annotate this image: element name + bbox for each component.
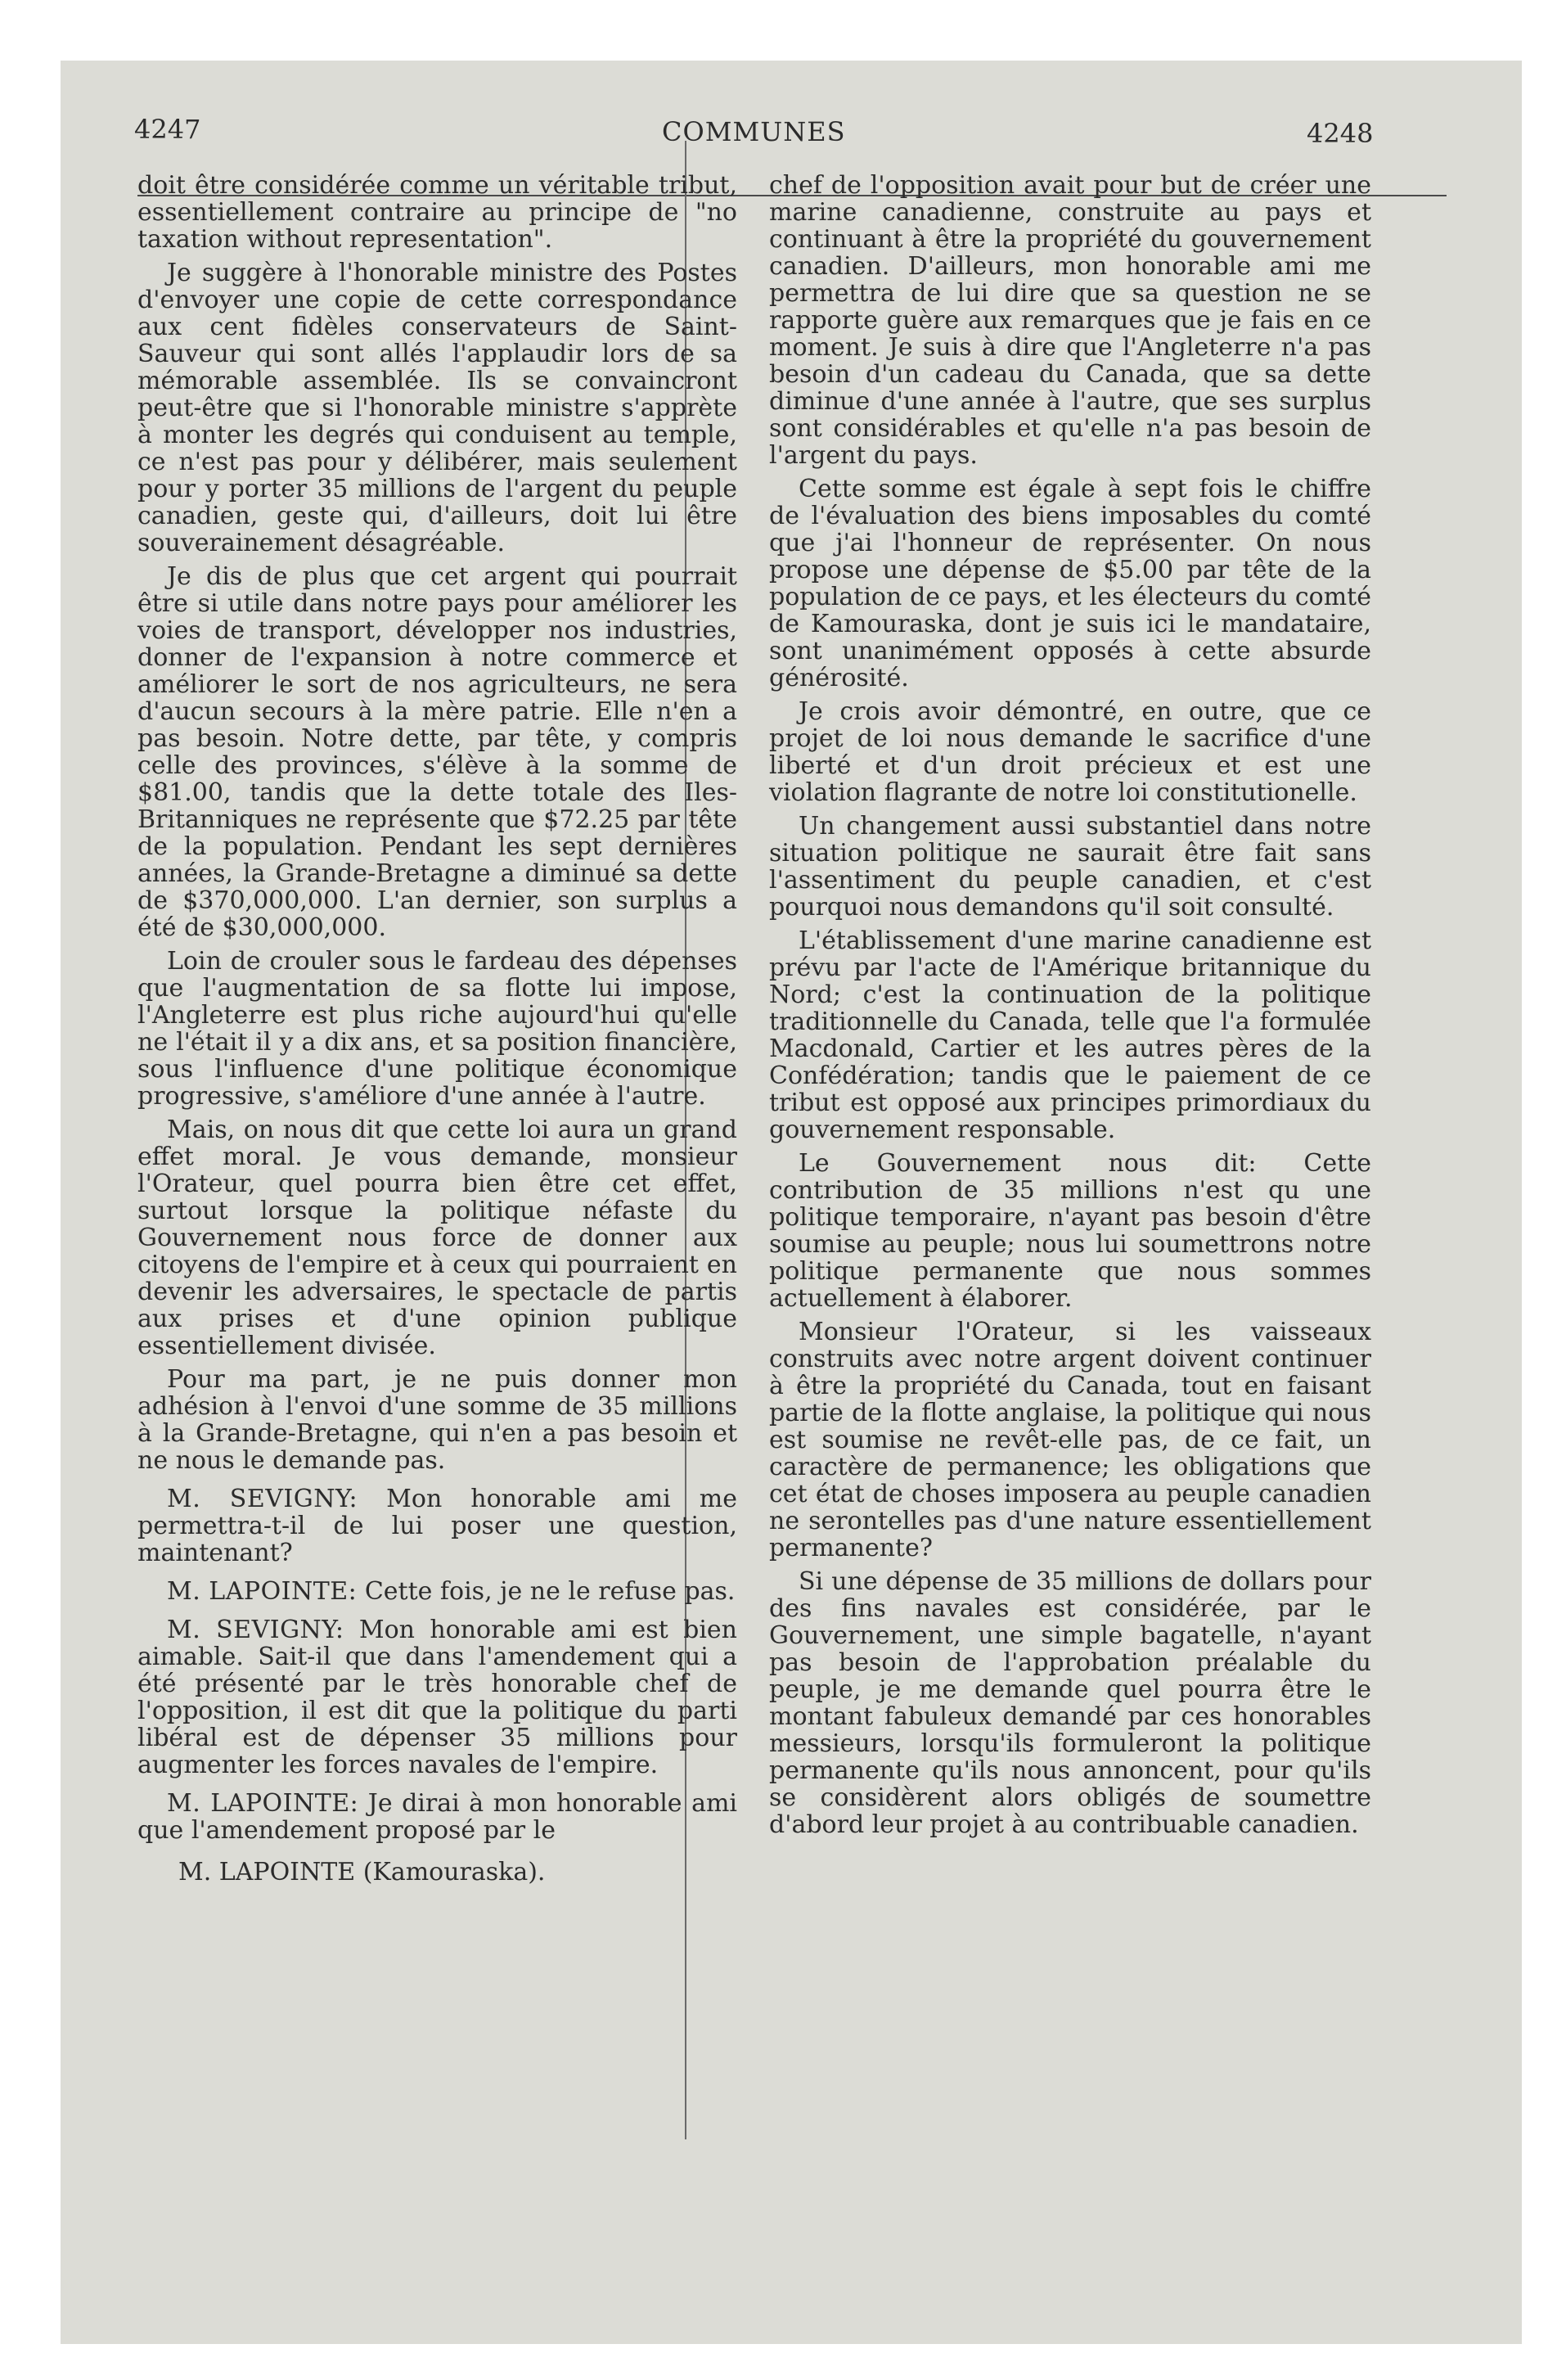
paragraph-text: Le Gouvernement nous dit: Cette contribution de 35 millions n'est qu une politique temporaire, n'ayant pas besoin d'être soumise au peuple; nous lui soumettrons notre politique permanente que nous sommes actuellement à élaborer. [769, 1149, 1371, 1313]
page-number-left: 4247 [134, 114, 201, 145]
paragraph [769, 1568, 1371, 1838]
paragraph-text: chef de l'opposition avait pour but de créer une marine canadienne, construite au pays et continuant à être la propriété du gouvernement canadien. D'ailleurs, mon honorable ami me permettra de lui dire que sa question ne se rapporte guère aux remarques que je fais en ce moment. Je suis à dire que l'Angleterre n'a pas besoin d'un cadeau du Canada, que sa dette diminue d'une année à l'autre, que ses surplus sont considérables et qu'elle n'a pas besoin de l'argent du pays. [769, 171, 1371, 470]
paragraph [769, 1318, 1371, 1562]
paragraph-text: Monsieur l'Orateur, si les vaisseaux construits avec notre argent doivent continuer à être la propriété du Canada, tout en faisant partie de la flotte anglaise, la politique qui nous est soumise ne revêt-elle pas, de ce fait, un caractère de permanence; les obligations que cet état de choses imposera au peuple canadien ne serontelles pas d'une nature essentiellement permanente? [769, 1318, 1371, 1562]
paragraph-text: Un changement aussi substantiel dans notre situation politique ne saurait être fait sans l'assentiment du peuple canadien, et c'est pourquoi nous demandons qu'il soit consulté. [769, 812, 1371, 922]
paragraph [137, 563, 737, 941]
paragraph-text: Cette somme est égale à sept fois le chiffre de l'évaluation des biens imposables du comté que j'ai l'honneur de représenter. On nous propose une dépense de $5.00 par tête de la population de ce pays, et les électeurs du comté de Kamouraska, dont je suis ici le mandataire, sont unanimément opposés à cette absurde générosité. [769, 475, 1371, 692]
speech-text: Mon honorable ami me permettra-t-il de lui poser une question, maintenant? [137, 1485, 737, 1567]
speech-text: Je dirai à mon honorable ami que l'amendement proposé par le [137, 1789, 737, 1845]
right-column [769, 172, 1371, 1845]
running-title: COMMUNES [662, 116, 846, 147]
speaker-name: M. LAPOINTE: [167, 1789, 359, 1818]
paragraph-text: Mais, on nous dit que cette loi aura un grand effet moral. Je vous demande, monsieur l'Orateur, quel pourra bien être cet effet, surtout lorsque la politique néfaste du Gouvernement nous force de donner aux citoyens de l'empire et à ceux qui pourraient en devenir les adversaires, le spectacle de partis aux prises et d'une opinion publique essentiellement divisée. [137, 1116, 737, 1360]
paragraph-text: Pour ma part, je ne puis donner mon adhésion à l'envoi d'une somme de 35 millions à la Grande-Bretagne, qui n'en a pas besoin et ne nous le demande pas. [137, 1365, 737, 1475]
paragraph [137, 172, 737, 253]
speech-paragraph [137, 1485, 737, 1566]
speaker-name: M. LAPOINTE: [167, 1577, 358, 1606]
paragraph-text: doit être considérée comme un véritable tribut, essentiellement contraire au principe de "no taxation without representation". [137, 171, 737, 254]
paragraph-text: Je suggère à l'honorable ministre des Postes d'envoyer une copie de cette correspondance aux cent fidèles conservateurs de Saint-Sauveur qui sont allés l'applaudir lors de sa mémorable assemblée. Ils se convaincront peut-être que si l'honorable ministre s'apprète à monter les degrés qui conduisent au temple, ce n'est pas pour y délibérer, mais seulement pour y porter 35 millions de l'argent du peuple canadien, geste qui, d'ailleurs, doit lui être souverainement désagréable. [137, 259, 737, 557]
paragraph [137, 259, 737, 557]
paragraph-text: Si une dépense de 35 millions de dollars pour des fins navales est considérée, par le Gouvernement, une simple bagatelle, n'ayant pas besoin de l'approbation préalable du peuple, je me demande quel pourra être le montant fabuleux demandé par ces honorables messieurs, lorsqu'ils formuleront la politique permanente qu'ils nous annoncent, pour qu'ils se considèrent alors obligés de soumettre d'abord leur projet à au contribuable canadien. [769, 1567, 1371, 1839]
paragraph [769, 476, 1371, 692]
paragraph-text: Je dis de plus que cet argent qui pourrait être si utile dans notre pays pour améliorer les voies de transport, développer nos industries, donner de l'expansion à notre commerce et améliorer le sort de nos agriculteurs, ne sera d'aucun secours à la mère patrie. Elle n'en a pas besoin. Notre dette, par tête, y compris celle des provinces, s'élève à la somme de $81.00, tandis que la dette totale des Iles-Britanniques ne représente que $72.25 par tête de la population. Pendant les sept dernières années, la Grande-Bretagne a diminué sa dette de $370,000,000. L'an dernier, son surplus a été de $30,000,000. [137, 562, 737, 942]
speech-text: Cette fois, je ne le refuse pas. [357, 1577, 736, 1606]
paragraph [769, 1150, 1371, 1312]
page-footer: M. LAPOINTE (Kamouraska). [178, 1858, 546, 1886]
paragraph-text: Je crois avoir démontré, en outre, que ce projet de loi nous demande le sacrifice d'une liberté et d'un droit précieux et est une violation flagrante de notre loi constitutionelle. [769, 697, 1371, 807]
paragraph [769, 927, 1371, 1143]
speech-text: Mon honorable ami est bien aimable. Sait-il que dans l'amendement qui a été présenté par le très honorable chef de l'opposition, il est dit que la politique du parti libéral est de dépenser 35 millions pour augmenter les forces navales de l'empire. [137, 1616, 737, 1779]
speaker-name: M. SEVIGNY: [167, 1616, 344, 1644]
paragraph-text: L'établissement d'une marine canadienne est prévu par l'acte de l'Amérique britannique du Nord; c'est la continuation de la politique traditionnelle du Canada, telle que l'a formulée Macdonald, Cartier et les autres pères de la Confédération; tandis que le paiement de ce tribut est opposé aux principes primordiaux du gouvernement responsable. [769, 926, 1371, 1144]
paragraph [769, 698, 1371, 806]
speech-paragraph [137, 1616, 737, 1778]
paragraph [137, 1366, 737, 1474]
paragraph [769, 813, 1371, 921]
paragraph-text: Loin de crouler sous le fardeau des dépenses que l'augmentation de sa flotte lui impose, l'Angleterre est plus riche aujourd'hui qu'elle ne l'était il y a dix ans, et sa position financière, sous l'influence d'une politique économique progressive, s'améliore d'une année à l'autre. [137, 947, 737, 1111]
page-number-right: 4248 [1307, 118, 1374, 149]
paragraph [137, 1116, 737, 1359]
speech-paragraph [137, 1578, 737, 1605]
speech-paragraph [137, 1790, 737, 1844]
speaker-name: M. SEVIGNY: [167, 1485, 358, 1513]
paragraph [769, 172, 1371, 469]
left-column [137, 172, 737, 1892]
paragraph [137, 948, 737, 1110]
page-header [61, 61, 1522, 159]
